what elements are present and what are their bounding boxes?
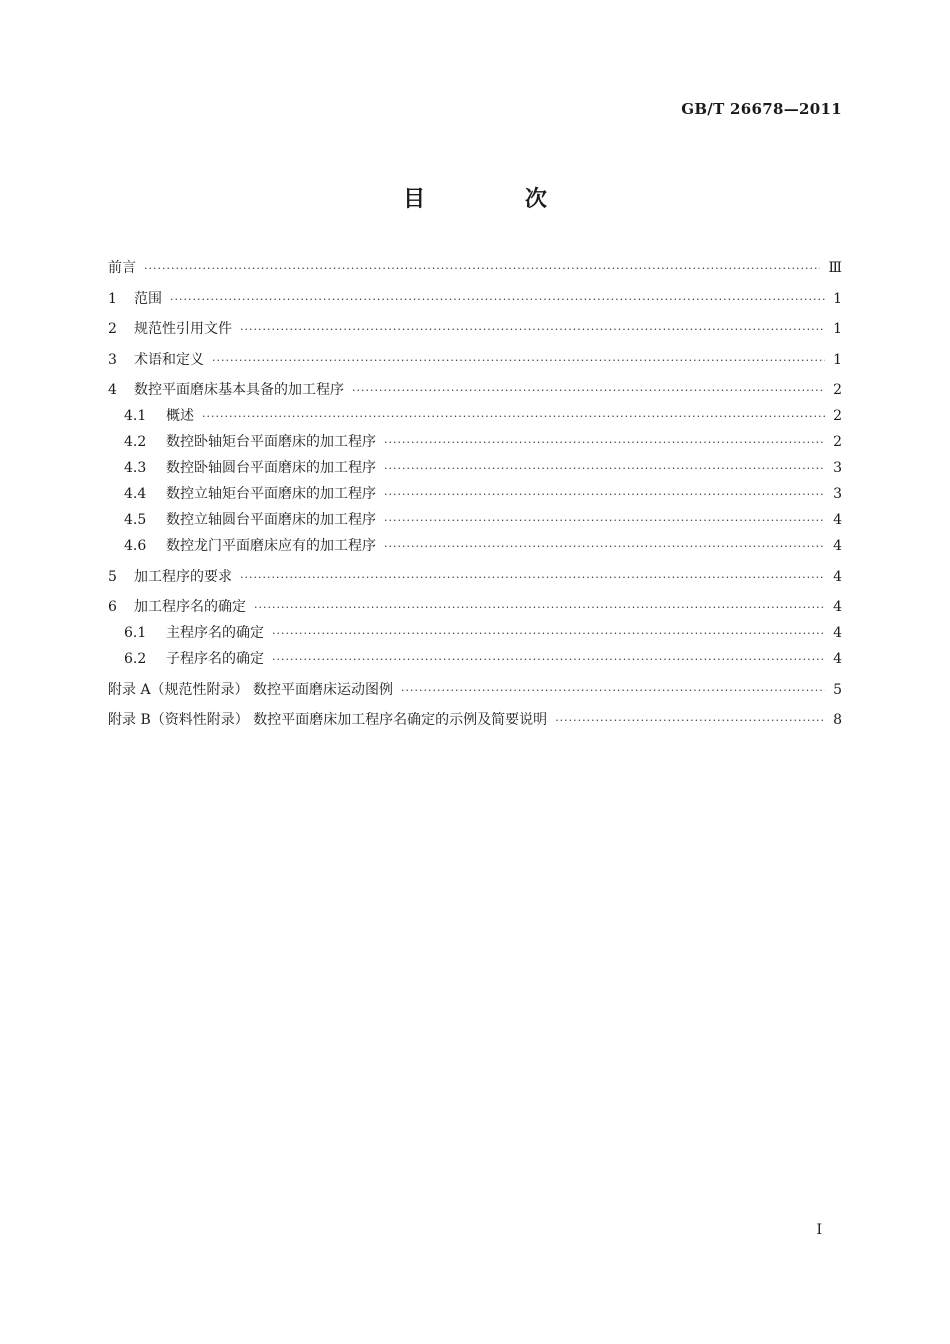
toc-leader-dots bbox=[384, 537, 825, 557]
toc-leader-dots bbox=[212, 351, 825, 371]
toc-entry-text: 加工程序名的确定 bbox=[134, 599, 246, 615]
toc-entry-6-1[interactable] bbox=[108, 623, 842, 644]
toc-entry-page: 1 bbox=[833, 321, 842, 337]
toc-entry-4-6[interactable] bbox=[108, 536, 842, 557]
toc-entry-text: 数控立轴圆台平面磨床的加工程序 bbox=[166, 512, 376, 528]
toc-entry-text: 规范性引用文件 bbox=[134, 321, 232, 337]
toc-entry-5[interactable] bbox=[108, 567, 842, 588]
toc-leader-dots bbox=[401, 681, 825, 701]
toc-entry-annex-b[interactable] bbox=[108, 710, 842, 731]
toc-entry-page: 4 bbox=[833, 599, 842, 615]
toc-leader-dots bbox=[555, 711, 825, 731]
toc-leader-dots bbox=[384, 511, 825, 531]
toc-entry-page: 4 bbox=[833, 538, 842, 554]
toc-entry-number: 1 bbox=[108, 290, 117, 307]
toc-entry-page: 4 bbox=[833, 568, 842, 585]
toc-entry-text: 附录 A（规范性附录） 数控平面磨床运动图例 bbox=[108, 681, 394, 698]
toc-entry-number: 4.5 bbox=[124, 512, 147, 528]
toc-entry-number: 5 bbox=[108, 568, 117, 585]
toc-entry-2[interactable] bbox=[108, 319, 842, 340]
toc-entry-number: 4.6 bbox=[124, 538, 147, 554]
toc-title: 目 次 bbox=[403, 187, 593, 212]
toc-entry-text: 数控龙门平面磨床应有的加工程序 bbox=[166, 538, 376, 554]
toc-entry-page: 2 bbox=[833, 434, 842, 450]
toc-entry-number: 2 bbox=[108, 321, 117, 337]
toc-entry-1[interactable] bbox=[108, 289, 842, 310]
toc-entry-text: 范围 bbox=[134, 290, 162, 307]
toc-entry-number: 4.3 bbox=[124, 460, 147, 476]
toc-entry-4-1[interactable] bbox=[108, 406, 842, 427]
standard-code: GB/T 26678—2011 bbox=[681, 100, 842, 118]
toc-entry-page: 4 bbox=[833, 512, 842, 528]
toc-entry-page: 2 bbox=[833, 408, 842, 424]
toc-entry-page: Ⅲ bbox=[828, 260, 842, 276]
toc-entry-annex-a[interactable] bbox=[108, 680, 842, 701]
toc-entry-text: 子程序名的确定 bbox=[166, 651, 264, 667]
toc-entry-page: 4 bbox=[833, 625, 842, 641]
toc-entry-number: 4.2 bbox=[124, 434, 147, 450]
footer-page-number: I bbox=[816, 1222, 822, 1238]
toc-leader-dots bbox=[384, 459, 825, 479]
toc-entry-number: 6 bbox=[108, 599, 117, 615]
toc-entry-foreword[interactable] bbox=[108, 258, 842, 279]
toc-entry-text: 数控平面磨床基本具备的加工程序 bbox=[134, 382, 344, 398]
toc-leader-dots bbox=[384, 485, 825, 505]
toc-entry-page: 3 bbox=[833, 460, 842, 476]
toc-entry-number: 3 bbox=[108, 351, 117, 368]
toc-entry-page: 1 bbox=[833, 290, 842, 307]
toc-leader-dots bbox=[202, 407, 825, 427]
toc-entry-6-2[interactable] bbox=[108, 649, 842, 670]
toc-entry-text: 前言 bbox=[108, 260, 136, 276]
toc-entry-page: 4 bbox=[833, 651, 842, 667]
toc-leader-dots bbox=[272, 624, 825, 644]
toc-entry-page: 5 bbox=[833, 681, 842, 698]
toc-leader-dots bbox=[240, 568, 825, 588]
toc-entry-text: 主程序名的确定 bbox=[166, 625, 264, 641]
toc-leader-dots bbox=[254, 598, 825, 618]
toc-entry-3[interactable] bbox=[108, 350, 842, 371]
toc-entry-number: 4.1 bbox=[124, 408, 147, 424]
toc-leader-dots bbox=[384, 433, 825, 453]
toc-entry-6[interactable] bbox=[108, 597, 842, 618]
toc-entry-4-4[interactable] bbox=[108, 484, 842, 505]
toc-entry-number: 4 bbox=[108, 382, 117, 398]
toc-entry-number: 6.2 bbox=[124, 651, 147, 667]
table-of-contents bbox=[108, 258, 842, 731]
toc-entry-4-5[interactable] bbox=[108, 510, 842, 531]
toc-entry-text: 术语和定义 bbox=[134, 351, 204, 368]
toc-entry-text: 数控卧轴矩台平面磨床的加工程序 bbox=[166, 434, 376, 450]
toc-leader-dots bbox=[272, 650, 825, 670]
toc-entry-text: 附录 B（资料性附录） 数控平面磨床加工程序名确定的示例及简要说明 bbox=[108, 712, 548, 728]
toc-entry-text: 加工程序的要求 bbox=[134, 568, 232, 585]
toc-entry-4-2[interactable] bbox=[108, 432, 842, 453]
toc-entry-number: 4.4 bbox=[124, 486, 147, 502]
toc-leader-dots bbox=[352, 381, 825, 401]
toc-entry-4[interactable] bbox=[108, 380, 842, 401]
toc-entry-page: 3 bbox=[833, 486, 842, 502]
toc-entry-4-3[interactable] bbox=[108, 458, 842, 479]
toc-leader-dots bbox=[240, 320, 825, 340]
toc-entry-page: 1 bbox=[833, 351, 842, 368]
toc-entry-page: 8 bbox=[833, 712, 842, 728]
toc-entry-text: 数控卧轴圆台平面磨床的加工程序 bbox=[166, 460, 376, 476]
toc-entry-text: 数控立轴矩台平面磨床的加工程序 bbox=[166, 486, 376, 502]
toc-leader-dots bbox=[144, 259, 820, 279]
toc-entry-page: 2 bbox=[833, 382, 842, 398]
toc-entry-number: 6.1 bbox=[124, 625, 147, 641]
toc-leader-dots bbox=[170, 290, 825, 310]
toc-entry-text: 概述 bbox=[166, 408, 194, 424]
